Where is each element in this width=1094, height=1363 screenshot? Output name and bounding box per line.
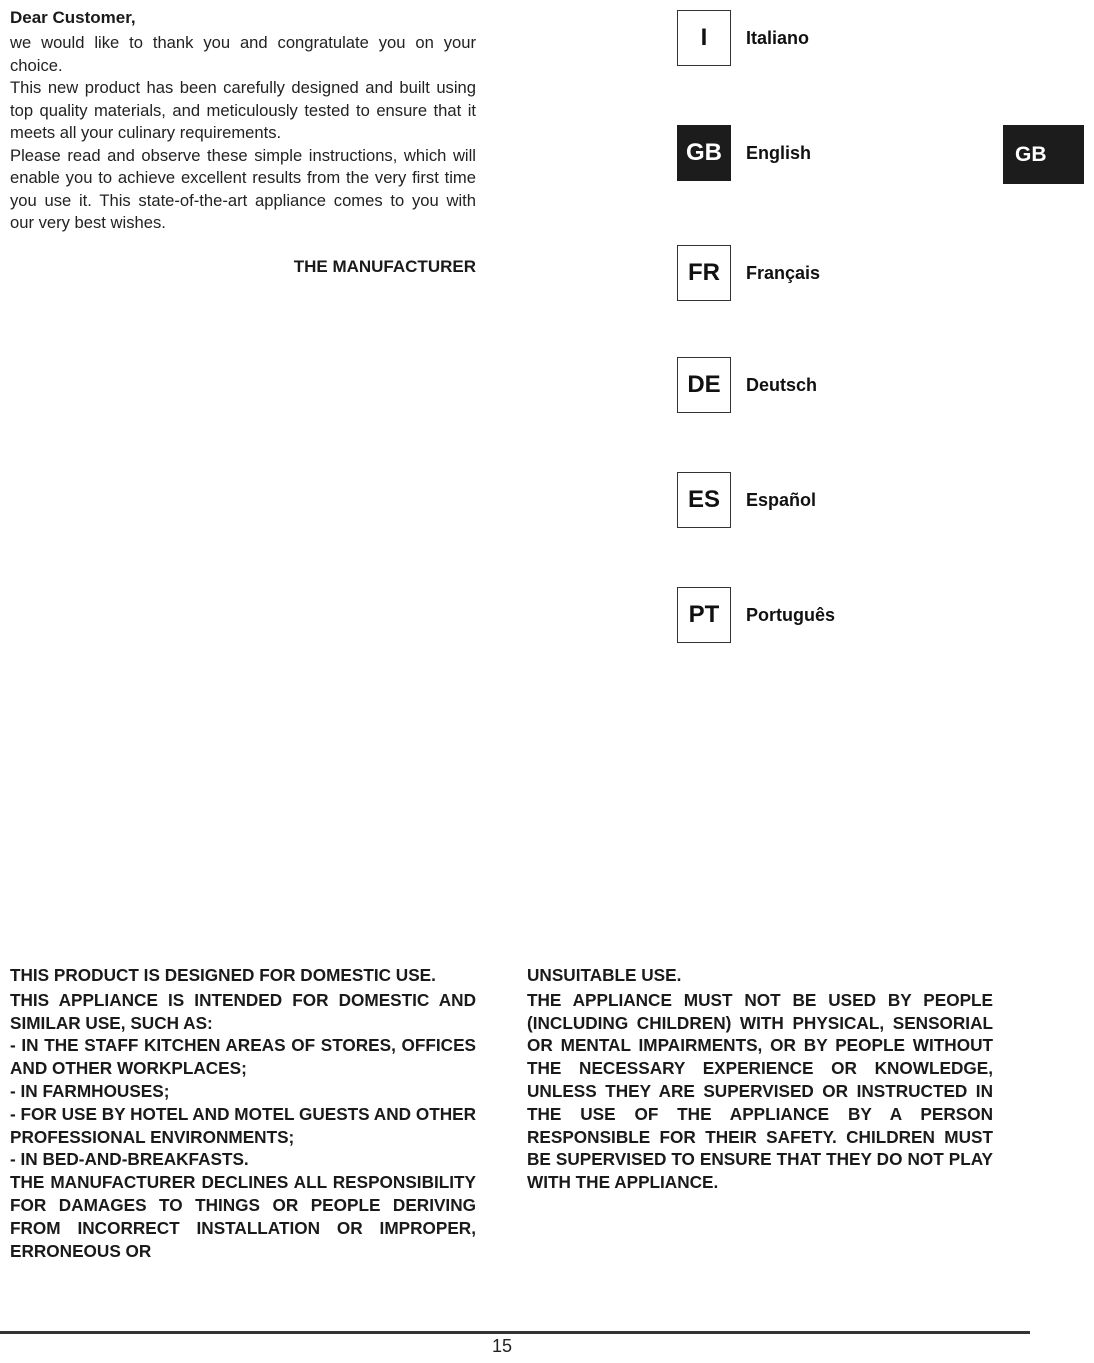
notice-line: THE APPLIANCE MUST NOT BE USED BY PEOPLE (INCLUDING CHILDREN) WITH PHYSICAL, SENSORIAL OR MENTAL IMPAIRMENTS, OR BY PEOPLE WITHOUT THE NECESSARY EXPERIENCE OR KNOWLEDGE, UNLESS THEY ARE SUPERVISED OR INSTRUCTED IN THE USE OF THE APPLIANCE BY A PERSON RESPONSIBLE FOR THEIR SAFETY. CHILDREN MUST BE SUPERVISED TO ENSURE THAT THEY DO NOT PLAY WITH THE APPLIANCE. bbox=[527, 989, 993, 1193]
language-label: Español bbox=[746, 490, 817, 510]
language-code-box: ES bbox=[677, 472, 731, 528]
notice-line: - FOR USE BY HOTEL AND MOTEL GUESTS AND OTHER PROFESSIONAL ENVIRONMENTS; bbox=[10, 1103, 476, 1147]
language-item-espanol[interactable] bbox=[677, 472, 1077, 530]
notice-line: - IN FARMHOUSES; bbox=[10, 1080, 170, 1101]
language-item-deutsch[interactable] bbox=[677, 357, 1077, 415]
notice-heading: UNSUITABLE USE. bbox=[527, 965, 682, 985]
language-code-box: GB bbox=[677, 125, 731, 181]
language-item-portugues[interactable] bbox=[677, 587, 1077, 645]
language-label: Deutsch bbox=[746, 375, 818, 395]
greeting-paragraph: This new product has been carefully designed and built using top quality materials, and meticulously tested to ensure that it meets all your culinary requirements. bbox=[10, 78, 476, 142]
language-item-francais[interactable] bbox=[677, 245, 1077, 303]
signoff: THE MANUFACTURER bbox=[293, 257, 476, 276]
page-number: 15 bbox=[491, 1336, 513, 1356]
language-code-box: PT bbox=[677, 587, 731, 643]
section-tab-gb[interactable]: GB bbox=[1003, 125, 1084, 184]
language-label: English bbox=[746, 143, 812, 163]
domestic-use-notice bbox=[10, 964, 476, 1262]
language-label: Português bbox=[746, 605, 836, 625]
notice-line: - IN THE STAFF KITCHEN AREAS OF STORES, OFFICES AND OTHER WORKPLACES; bbox=[10, 1035, 476, 1079]
greeting-paragraph: Please read and observe these simple instructions, which will enable you to achieve excellent results from the very first time you use it. This state-of-the-art appliance comes to you with our very best wishes. bbox=[10, 145, 476, 232]
greeting-paragraph: we would like to thank you and congratulate you on your choice. bbox=[10, 33, 476, 75]
language-item-italiano[interactable] bbox=[677, 10, 1077, 68]
greeting-letter bbox=[10, 8, 476, 235]
language-label: Français bbox=[746, 263, 821, 283]
language-code-box: I bbox=[677, 10, 731, 66]
footer-divider bbox=[0, 1331, 1030, 1334]
salutation: Dear Customer, bbox=[10, 8, 136, 27]
unsuitable-use-notice bbox=[527, 964, 993, 1194]
notice-line: THIS APPLIANCE IS INTENDED FOR DOMESTIC AND SIMILAR USE, SUCH AS: bbox=[10, 989, 476, 1033]
notice-line: - IN BED-AND-BREAKFASTS. bbox=[10, 1149, 249, 1170]
language-label: Italiano bbox=[746, 28, 810, 48]
notice-line: THE MANUFACTURER DECLINES ALL RESPONSIBILITY FOR DAMAGES TO THINGS OR PEOPLE DERIVING FROM INCORRECT INSTALLATION OR IMPROPER, ERRONEOUS OR bbox=[10, 1172, 476, 1261]
language-code-box: FR bbox=[677, 245, 731, 301]
language-code-box: DE bbox=[677, 357, 731, 413]
notice-heading: THIS PRODUCT IS DESIGNED FOR DOMESTIC USE. bbox=[10, 965, 436, 985]
